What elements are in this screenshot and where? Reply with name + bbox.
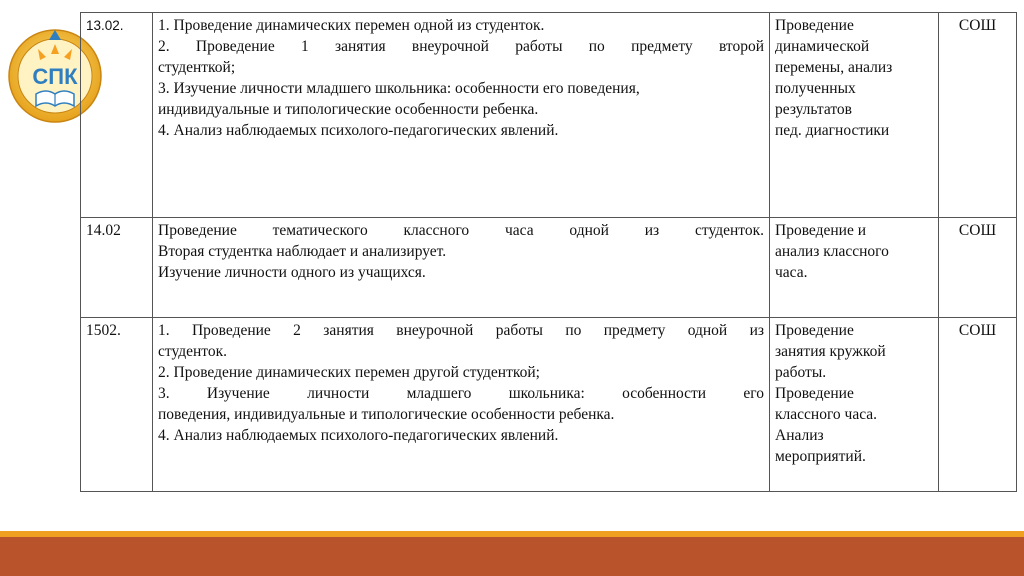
date-cell: 14.02 <box>81 218 153 318</box>
date-cell: 1502. <box>81 318 153 492</box>
result-line: динамической <box>775 38 870 55</box>
tasks-cell <box>153 218 770 318</box>
result-line: Проведение <box>775 17 854 34</box>
task-line: 4. Анализ наблюдаемых психолого-педагогических явлений. <box>158 427 559 444</box>
result-cell <box>770 318 939 492</box>
result-line: Анализ <box>775 427 824 444</box>
task-line: индивидуальные и типологические особенности ребенка. <box>158 101 539 118</box>
task-line: студенткой; <box>158 59 236 76</box>
result-line: Проведение и <box>775 222 867 239</box>
logo-abbr: СПК <box>32 64 78 89</box>
result-line: мероприятий. <box>775 448 866 465</box>
task-line: Изучение личности одного из учащихся. <box>158 264 426 281</box>
result-line: результатов <box>775 101 852 118</box>
task-line: 3. Изучение личности младшего школьника: особенности его <box>158 385 764 402</box>
result-line: работы. <box>775 364 827 381</box>
task-line: студенток. <box>158 343 228 360</box>
task-line: Вторая студентка наблюдает и анализирует. <box>158 243 447 260</box>
task-line: Проведение тематического классного часа одной из студенток. <box>158 222 764 239</box>
result-line: анализ классного <box>775 243 889 260</box>
task-line: 1. Проведение 2 занятия внеурочной работы по предмету одной из <box>158 322 764 339</box>
table-row <box>81 318 1017 492</box>
result-line: полученных <box>775 80 856 97</box>
result-line: занятия кружкой <box>775 343 886 360</box>
task-line: 4. Анализ наблюдаемых психолого-педагогических явлений. <box>158 122 559 139</box>
tasks-cell <box>153 13 770 218</box>
table-row <box>81 13 1017 218</box>
result-cell <box>770 13 939 218</box>
tasks-cell <box>153 318 770 492</box>
result-line: классного часа. <box>775 406 878 423</box>
result-cell <box>770 218 939 318</box>
footer-bar <box>0 537 1024 576</box>
result-line: перемены, анализ <box>775 59 893 76</box>
result-line: Проведение <box>775 322 854 339</box>
result-line: часа. <box>775 264 808 281</box>
open-book-icon <box>36 91 74 106</box>
place-cell: СОШ <box>939 318 1017 492</box>
task-line: 1. Проведение динамических перемен одной из студенток. <box>158 17 545 34</box>
task-line: 3. Изучение личности младшего школьника: особенности его поведения, <box>158 80 640 97</box>
place-cell: СОШ <box>939 13 1017 218</box>
place-cell: СОШ <box>939 218 1017 318</box>
task-line: 2. Проведение динамических перемен другой студенткой; <box>158 364 540 381</box>
result-line: Проведение <box>775 385 854 402</box>
task-line: поведения, индивидуальные и типологические особенности ребенка. <box>158 406 615 423</box>
date-cell: 13.02. <box>81 13 153 218</box>
practice-plan-table <box>80 12 1017 492</box>
result-line: пед. диагностики <box>775 122 890 139</box>
table-row <box>81 218 1017 318</box>
task-line: 2. Проведение 1 занятия внеурочной работы по предмету второй <box>158 38 764 55</box>
